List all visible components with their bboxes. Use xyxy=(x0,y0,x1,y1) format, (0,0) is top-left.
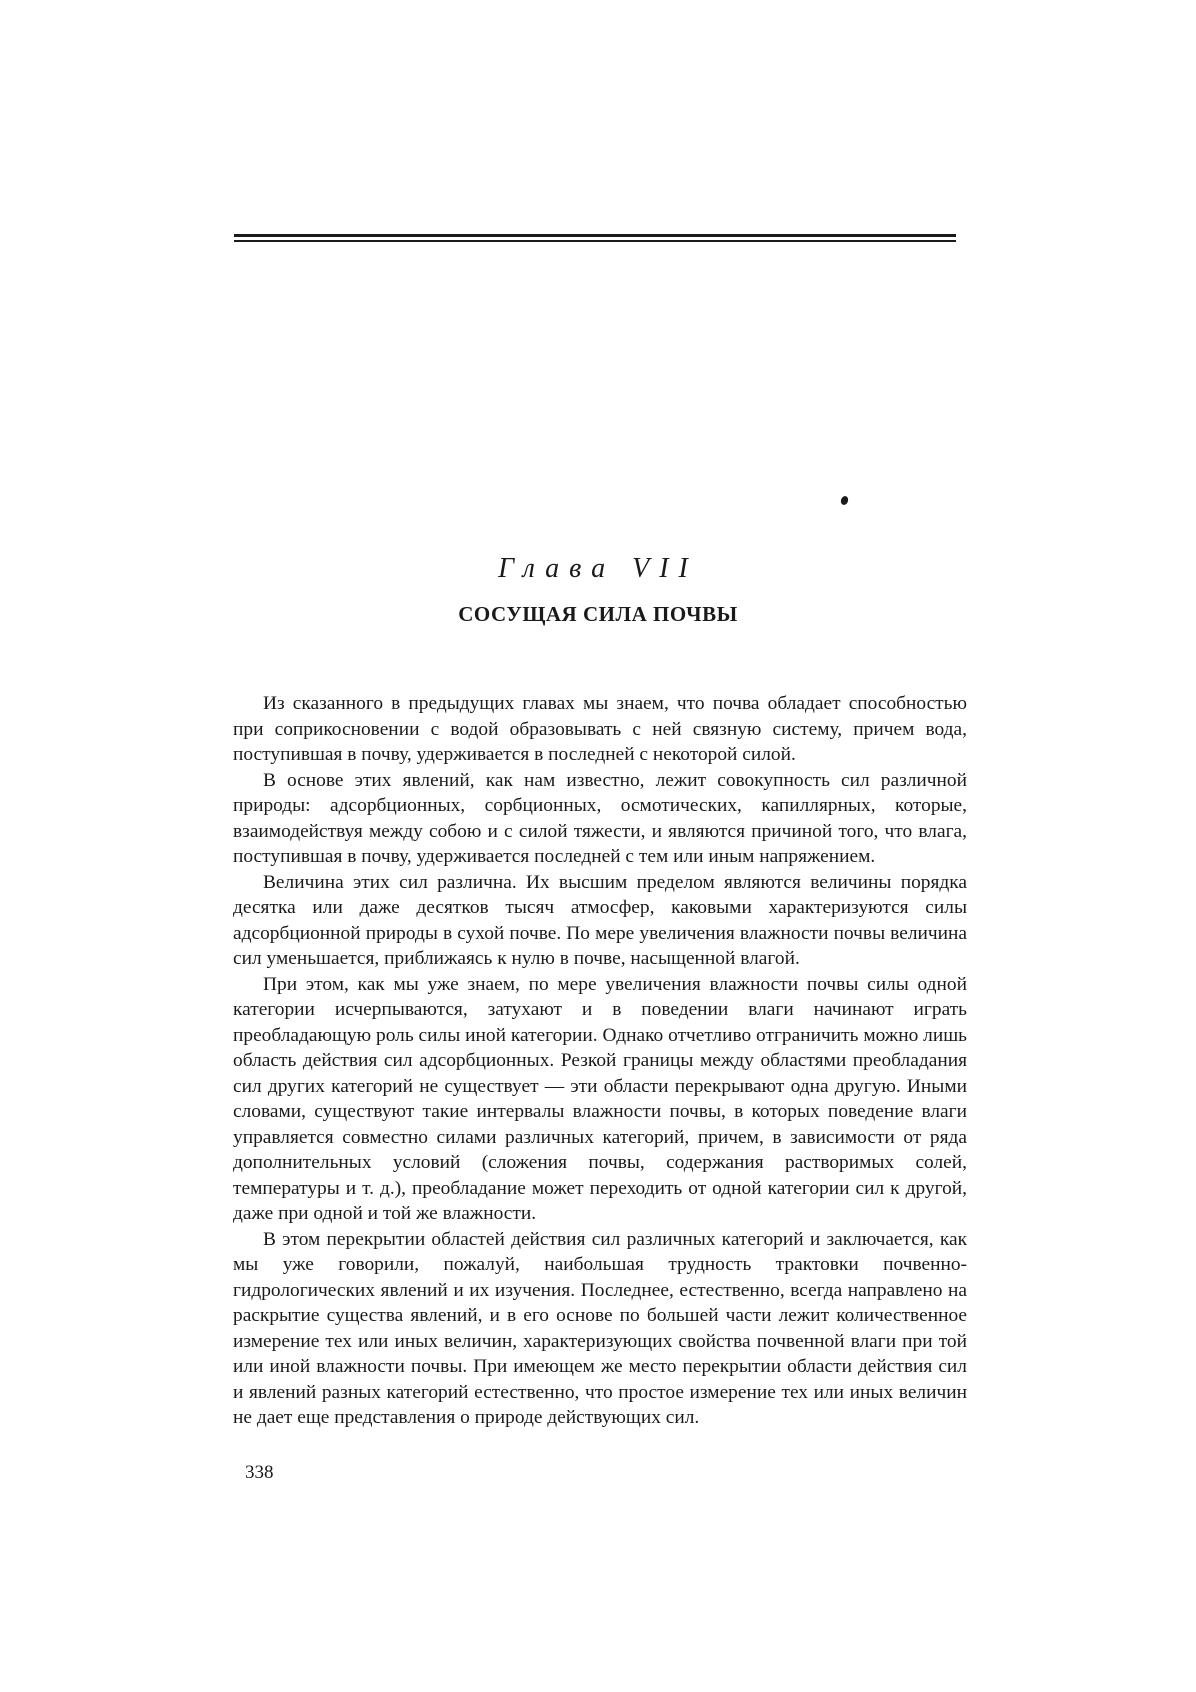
top-rule-thin xyxy=(234,240,956,242)
page-number: 338 xyxy=(245,1462,274,1483)
paragraph-1: Из сказанного в предыдущих главах мы знаем, что почва обладает способностью при соприкосновении с водой образовывать с ней связную систему, причем вода, поступившая в почву, удерживается в последней с некоторой силой. xyxy=(233,693,967,765)
paragraph-5: В этом перекрытии областей действия сил различных категорий и заключается, как мы уже говорили, пожалуй, наибольшая трудность трактовки почвенно-гидрологических явлений и их изучения. Последнее, естественно, всегда направлено на раскрытие существа явлений, и в его основе по большей части лежит количественное измерение тех или иных величин, характеризующих свойства почвенной влаги при той или иной влажности почвы. При имеющем же место перекрытии области действия сил и явлений разных категорий естественно, что простое измерение тех или иных величин не дает еще представления о природе действующих сил. xyxy=(233,1228,967,1428)
paragraph-4: При этом, как мы уже знаем, по мере увеличения влажности почвы силы одной категории исчерпываются, затухают и в поведении влаги начинают играть преобладающую роль силы иной категории. Однако отчетливо отграничить можно лишь область действия сил адсорбционных. Резкой границы между областями преобладания сил других категорий не существует — эти области перекрывают одна другую. Иными словами, существуют такие интервалы влажности почвы, в которых поведение влаги управляется совместно силами различных категорий, причем, в зависимости от ряда дополнительных условий (сложения почвы, содержания растворимых солей, температуры и т. д.), преобладание может переходить от одной категории сил к другой, даже при одной и той же влажности. xyxy=(233,973,967,1224)
chapter-title: СОСУЩАЯ СИЛА ПОЧВЫ xyxy=(458,602,738,626)
body-text xyxy=(233,691,967,1431)
chapter-label: Глава VII xyxy=(498,553,698,584)
top-rule xyxy=(234,234,956,237)
paragraph-3: Величина этих сил различна. Их высшим пределом являются величины порядка десятка или даже десятков тысяч атмосфер, каковыми характеризуются силы адсорбционной природы в сухой почве. По мере увеличения влажности почвы величина сил уменьшается, приближаясь к нулю в почве, насыщенной влагой. xyxy=(233,871,967,969)
ink-speck xyxy=(840,495,850,506)
paragraph-2: В основе этих явлений, как нам известно, лежит совокупность сил различной природы: адсорбционных, сорбционных, осмотических, капиллярных, которые, взаимодействуя между собою и с силой тяжести, и являются причиной того, что влага, поступившая в почву, удерживается последней с тем или иным напряжением. xyxy=(233,769,967,867)
